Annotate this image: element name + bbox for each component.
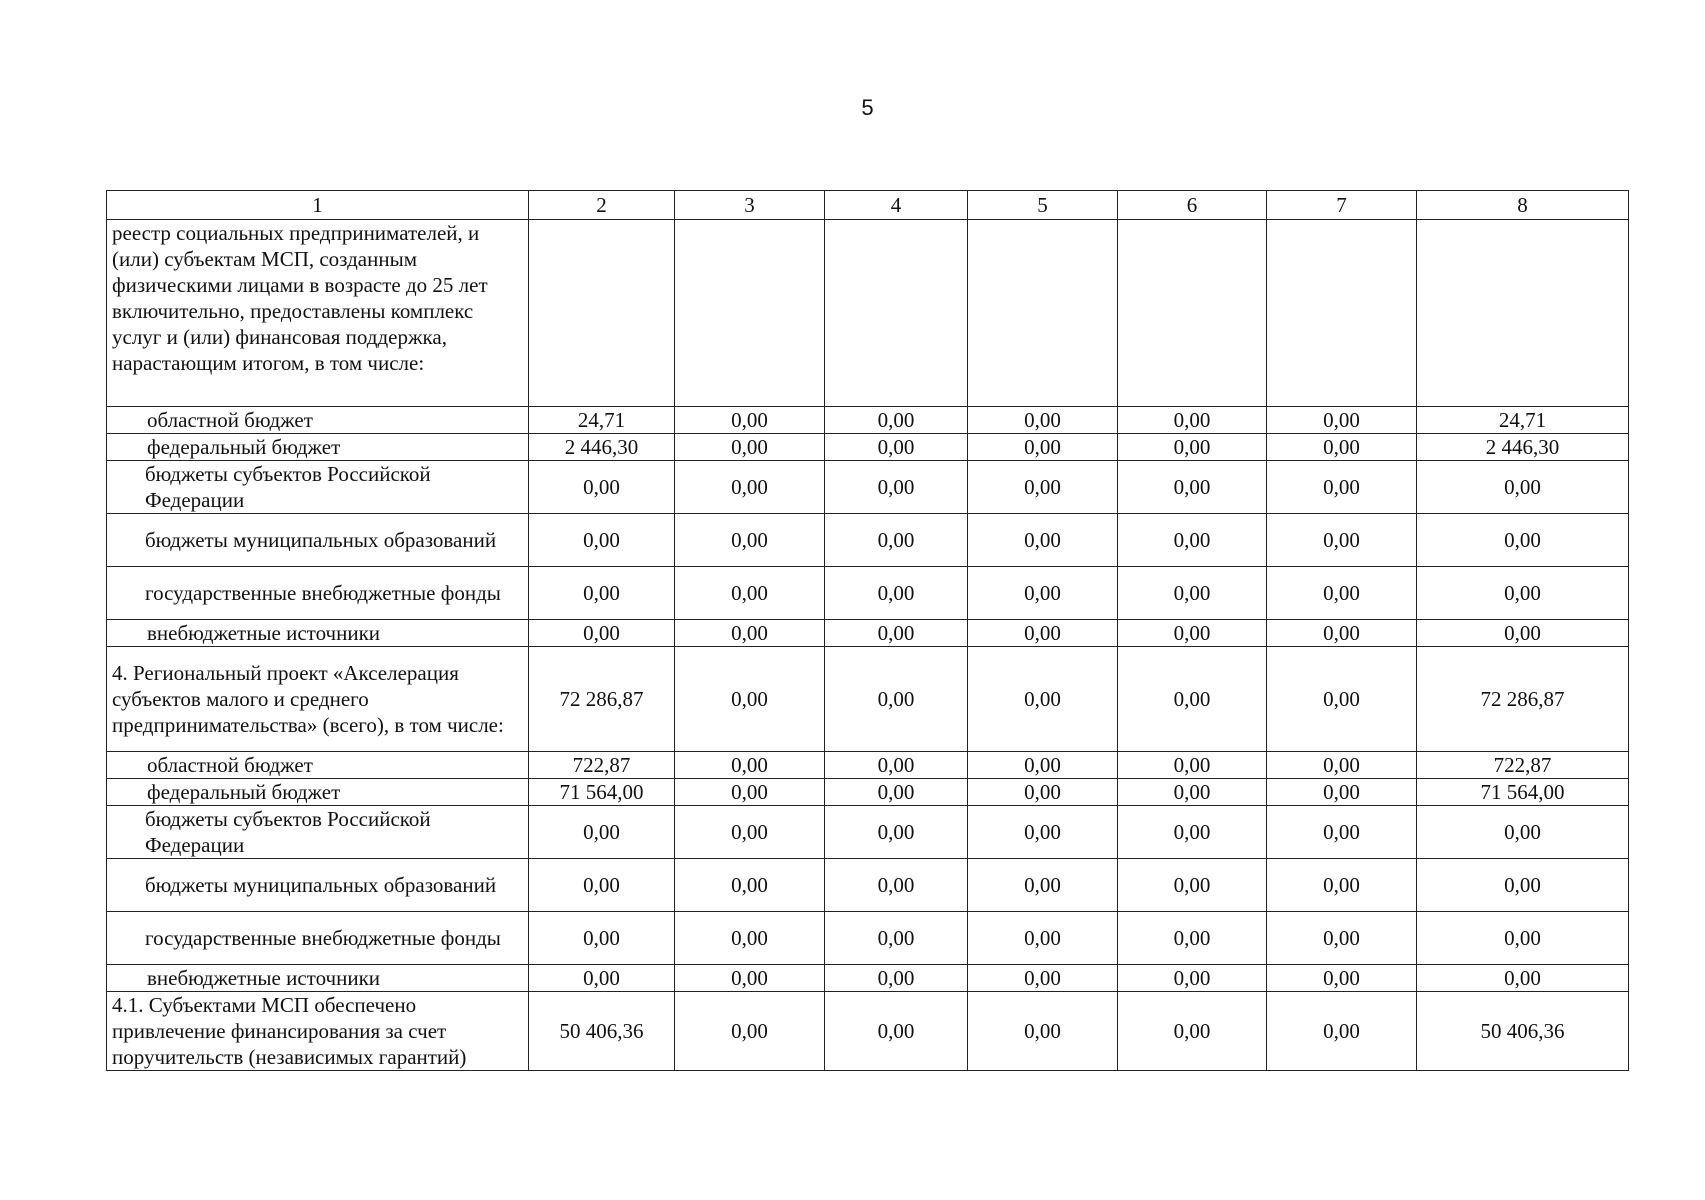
column-header: 2	[529, 191, 675, 220]
row-label: реестр социальных предпринимателей, и (или) субъектам МСП, созданным физическими лицами в возрасте до 25 лет включительно, предоставлены комплекс услуг и (или) финансовая поддержка, нарастающим итогом, в том числе:	[107, 220, 529, 407]
value-cell: 0,00	[675, 434, 825, 461]
value-cell: 722,87	[529, 752, 675, 779]
value-cell: 0,00	[1267, 567, 1417, 620]
value-cell: 0,00	[968, 779, 1118, 806]
value-cell: 0,00	[675, 620, 825, 647]
table-row-section	[107, 647, 1629, 752]
value-cell: 0,00	[1118, 912, 1267, 965]
value-cell: 50 406,36	[529, 992, 675, 1071]
section-label: 4. Региональный проект «Акселерация субъектов малого и среднего предпринимательства» (всего), в том числе:	[107, 647, 529, 752]
value-cell: 0,00	[1417, 567, 1629, 620]
value-cell: 0,00	[675, 647, 825, 752]
column-header: 4	[825, 191, 968, 220]
value-cell: 0,00	[968, 859, 1118, 912]
value-cell: 24,71	[1417, 407, 1629, 434]
column-header: 8	[1417, 191, 1629, 220]
value-cell: 0,00	[675, 407, 825, 434]
value-cell: 0,00	[529, 514, 675, 567]
value-cell: 0,00	[675, 912, 825, 965]
row-label: бюджеты субъектов Российской Федерации	[107, 806, 529, 859]
table-row	[107, 461, 1629, 514]
row-label: государственные внебюджетные фонды	[107, 567, 529, 620]
value-cell: 71 564,00	[1417, 779, 1629, 806]
value-cell: 0,00	[968, 992, 1118, 1071]
budget-table	[106, 190, 1629, 1071]
value-cell: 0,00	[529, 806, 675, 859]
value-cell: 0,00	[1118, 965, 1267, 992]
value-cell: 0,00	[1118, 514, 1267, 567]
table-row	[107, 965, 1629, 992]
value-cell: 0,00	[825, 752, 968, 779]
value-cell: 0,00	[1118, 567, 1267, 620]
empty-cell	[1267, 220, 1417, 407]
page-number: 5	[861, 95, 874, 120]
value-cell: 0,00	[675, 859, 825, 912]
value-cell: 0,00	[675, 779, 825, 806]
value-cell: 0,00	[529, 461, 675, 514]
value-cell: 2 446,30	[1417, 434, 1629, 461]
value-cell: 24,71	[529, 407, 675, 434]
table-row	[107, 567, 1629, 620]
column-header: 7	[1267, 191, 1417, 220]
value-cell: 0,00	[1417, 859, 1629, 912]
value-cell: 0,00	[968, 965, 1118, 992]
row-label: государственные внебюджетные фонды	[107, 912, 529, 965]
table-row	[107, 514, 1629, 567]
value-cell: 72 286,87	[529, 647, 675, 752]
value-cell: 0,00	[1417, 806, 1629, 859]
value-cell: 0,00	[968, 567, 1118, 620]
row-label: областной бюджет	[107, 752, 529, 779]
value-cell: 71 564,00	[529, 779, 675, 806]
value-cell: 0,00	[968, 912, 1118, 965]
empty-cell	[675, 220, 825, 407]
value-cell: 0,00	[968, 514, 1118, 567]
table-header-row	[107, 191, 1629, 220]
value-cell: 0,00	[1267, 965, 1417, 992]
value-cell: 0,00	[1267, 407, 1417, 434]
value-cell: 0,00	[825, 806, 968, 859]
value-cell: 722,87	[1417, 752, 1629, 779]
value-cell: 0,00	[1118, 434, 1267, 461]
value-cell: 0,00	[1118, 461, 1267, 514]
row-label: областной бюджет	[107, 407, 529, 434]
empty-cell	[1417, 220, 1629, 407]
value-cell: 0,00	[825, 992, 968, 1071]
table-row-section	[107, 992, 1629, 1071]
row-label: бюджеты муниципальных образований	[107, 859, 529, 912]
value-cell: 0,00	[1267, 647, 1417, 752]
value-cell: 0,00	[1267, 514, 1417, 567]
table-row	[107, 620, 1629, 647]
value-cell: 0,00	[1417, 620, 1629, 647]
value-cell: 0,00	[968, 647, 1118, 752]
table-row-intro	[107, 220, 1629, 407]
table-row	[107, 912, 1629, 965]
value-cell: 0,00	[1267, 806, 1417, 859]
value-cell: 0,00	[1417, 514, 1629, 567]
value-cell: 0,00	[1118, 407, 1267, 434]
column-header: 3	[675, 191, 825, 220]
value-cell: 0,00	[968, 461, 1118, 514]
value-cell: 0,00	[1267, 461, 1417, 514]
empty-cell	[1118, 220, 1267, 407]
value-cell: 0,00	[825, 965, 968, 992]
value-cell: 0,00	[1118, 620, 1267, 647]
table-row	[107, 806, 1629, 859]
value-cell: 0,00	[968, 752, 1118, 779]
value-cell: 0,00	[1267, 434, 1417, 461]
value-cell: 0,00	[1267, 620, 1417, 647]
value-cell: 0,00	[825, 620, 968, 647]
value-cell: 0,00	[825, 514, 968, 567]
value-cell: 0,00	[825, 407, 968, 434]
value-cell: 0,00	[529, 567, 675, 620]
value-cell: 0,00	[825, 912, 968, 965]
column-header: 5	[968, 191, 1118, 220]
row-label: бюджеты муниципальных образований	[107, 514, 529, 567]
empty-cell	[825, 220, 968, 407]
value-cell: 0,00	[675, 965, 825, 992]
value-cell: 0,00	[968, 620, 1118, 647]
value-cell: 0,00	[1417, 461, 1629, 514]
value-cell: 0,00	[529, 965, 675, 992]
row-label: федеральный бюджет	[107, 779, 529, 806]
value-cell: 0,00	[675, 992, 825, 1071]
value-cell: 0,00	[825, 567, 968, 620]
value-cell: 0,00	[1267, 992, 1417, 1071]
empty-cell	[529, 220, 675, 407]
value-cell: 0,00	[675, 806, 825, 859]
value-cell: 0,00	[675, 461, 825, 514]
row-label: федеральный бюджет	[107, 434, 529, 461]
value-cell: 0,00	[1267, 752, 1417, 779]
value-cell: 0,00	[1417, 965, 1629, 992]
table-row	[107, 779, 1629, 806]
value-cell: 0,00	[825, 647, 968, 752]
row-label: внебюджетные источники	[107, 965, 529, 992]
value-cell: 0,00	[1417, 912, 1629, 965]
column-header: 6	[1118, 191, 1267, 220]
value-cell: 0,00	[1118, 647, 1267, 752]
value-cell: 0,00	[1267, 859, 1417, 912]
value-cell: 0,00	[968, 407, 1118, 434]
value-cell: 72 286,87	[1417, 647, 1629, 752]
value-cell: 0,00	[968, 434, 1118, 461]
value-cell: 0,00	[1267, 912, 1417, 965]
value-cell: 0,00	[675, 514, 825, 567]
column-header: 1	[107, 191, 529, 220]
value-cell: 0,00	[1118, 992, 1267, 1071]
value-cell: 0,00	[825, 779, 968, 806]
row-label: внебюджетные источники	[107, 620, 529, 647]
value-cell: 0,00	[825, 859, 968, 912]
table-row	[107, 407, 1629, 434]
row-label: бюджеты субъектов Российской Федерации	[107, 461, 529, 514]
value-cell: 0,00	[1118, 752, 1267, 779]
table-row	[107, 752, 1629, 779]
value-cell: 0,00	[1267, 779, 1417, 806]
table-row	[107, 859, 1629, 912]
value-cell: 50 406,36	[1417, 992, 1629, 1071]
empty-cell	[968, 220, 1118, 407]
section-label: 4.1. Субъектами МСП обеспечено привлечение финансирования за счет поручительств (независимых гарантий)	[107, 992, 529, 1071]
value-cell: 0,00	[968, 806, 1118, 859]
value-cell: 0,00	[825, 461, 968, 514]
value-cell: 0,00	[529, 859, 675, 912]
value-cell: 0,00	[1118, 859, 1267, 912]
value-cell: 0,00	[529, 912, 675, 965]
value-cell: 0,00	[1118, 779, 1267, 806]
table-row	[107, 434, 1629, 461]
value-cell: 2 446,30	[529, 434, 675, 461]
value-cell: 0,00	[675, 567, 825, 620]
value-cell: 0,00	[1118, 806, 1267, 859]
value-cell: 0,00	[675, 752, 825, 779]
value-cell: 0,00	[529, 620, 675, 647]
value-cell: 0,00	[825, 434, 968, 461]
